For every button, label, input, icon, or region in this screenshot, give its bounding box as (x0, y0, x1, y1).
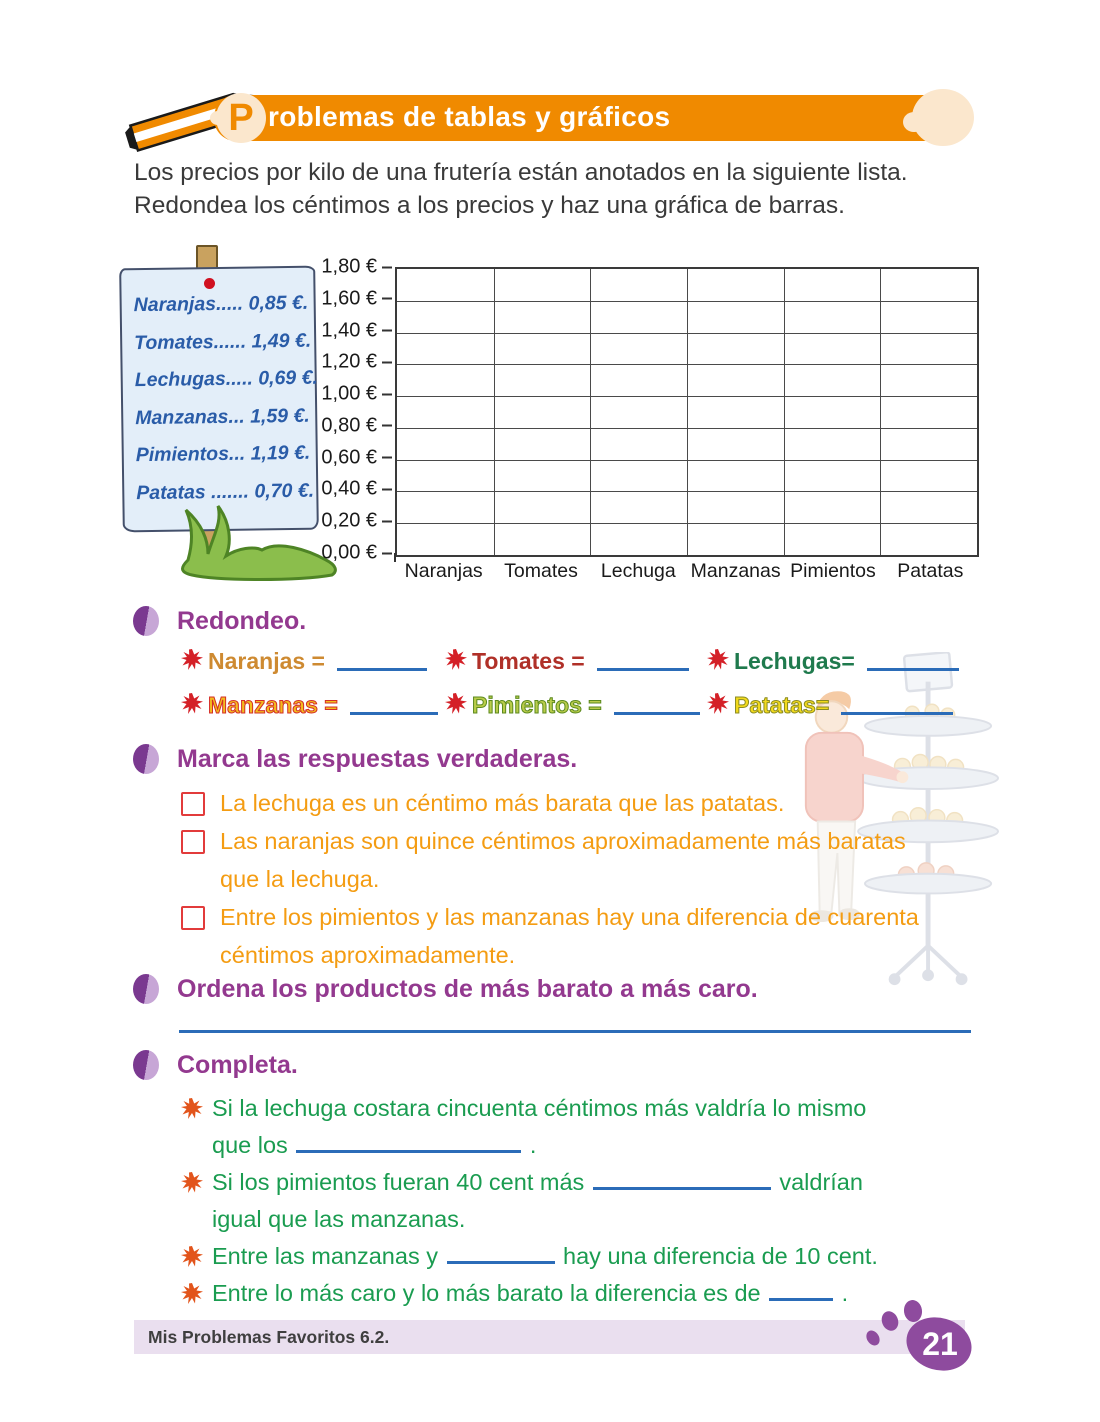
y-axis-tick-label: 1,60 € (321, 287, 392, 310)
gridline-vertical (494, 269, 495, 555)
y-axis-tick-label: 0,20 € (321, 510, 392, 533)
ordena-answer-line[interactable] (179, 1030, 971, 1033)
completa-text: Entre lo más caro y lo más barato la diferencia es de . (212, 1280, 849, 1306)
section-bullet (133, 974, 159, 1004)
x-axis-category-label: Patatas (897, 560, 964, 582)
true-statement-option-2 (181, 822, 991, 898)
tick-dash (382, 330, 392, 332)
banner-end-splat-small (903, 112, 925, 132)
true-statement-option-3 (181, 898, 991, 974)
tick-dash (382, 393, 392, 395)
gecko-splat-icon (181, 693, 203, 715)
rounding-row-1 (181, 648, 981, 684)
bar-chart-plot-area[interactable] (395, 267, 979, 557)
intro-line-2: Redondea los céntimos a los precios y haz una gráfica de barras. (134, 192, 845, 219)
gecko-splat-icon (181, 1246, 203, 1268)
gridline-vertical (880, 269, 881, 555)
checkbox[interactable] (181, 906, 205, 930)
section-title-ordena: Ordena los productos de más barato a más caro. (177, 975, 758, 1003)
completa-item-1 (181, 1090, 991, 1164)
section-bullet (133, 1050, 159, 1080)
y-axis-tick-label: 1,40 € (321, 319, 392, 342)
checkbox[interactable] (181, 830, 205, 854)
rounding-item-tomates (445, 648, 689, 674)
price-list-line: Tomates...... 1,49 €. (134, 329, 312, 354)
option-text: Las naranjas son quince céntimos aproximadamente más baratas que la lechuga. (220, 828, 906, 892)
answer-blank[interactable] (867, 664, 959, 671)
rounding-item-manzanas (181, 692, 438, 718)
gridline-vertical (687, 269, 688, 555)
price-list-line: Manzanas... 1,59 €. (135, 404, 310, 429)
gridline-vertical (590, 269, 591, 555)
tick-dash (382, 520, 392, 522)
completa-text: Si la lechuga costara cincuenta céntimos más valdría lo mismo que los . (212, 1095, 867, 1158)
product-label: Patatas= (734, 692, 830, 718)
gridline-vertical (784, 269, 785, 555)
price-list-line: Patatas ....... 0,70 €. (136, 479, 315, 504)
gecko-splat-icon (707, 649, 729, 671)
price-list-line: Pimientos... 1,19 €. (135, 441, 311, 467)
x-axis-category-label: Naranjas (404, 560, 483, 582)
y-axis-tick-label: 1,00 € (321, 383, 392, 406)
intro-text (134, 156, 1014, 222)
completa-items (181, 1090, 991, 1312)
checkbox[interactable] (181, 792, 205, 816)
rounding-item-pimientos (445, 692, 700, 718)
fill-in-blank[interactable] (769, 1294, 833, 1301)
product-label: Manzanas = (208, 692, 338, 718)
gecko-splat-icon (445, 649, 467, 671)
completa-text: Si los pimientos fueran 40 cent más valdrían igual que las manzanas. (212, 1169, 863, 1232)
tick-dash (382, 266, 392, 268)
fill-in-blank[interactable] (296, 1146, 521, 1153)
page-number: 21 (922, 1326, 958, 1362)
tick-dash (382, 425, 392, 427)
tick-dash (382, 488, 392, 490)
completa-item-3 (181, 1238, 991, 1275)
x-axis-category-label: Lechuga (600, 560, 676, 582)
gecko-splat-icon (181, 1283, 203, 1305)
section-title-marca: Marca las respuestas verdaderas. (177, 745, 578, 773)
product-label: Pimientos = (472, 692, 602, 718)
y-axis-tick-label: 0,80 € (321, 414, 392, 437)
rounding-item-lechugas (707, 648, 959, 674)
banner-initial-splat (216, 93, 266, 143)
true-statement-option-1 (181, 784, 991, 822)
x-axis-category-label: Pimientos (790, 560, 876, 582)
completa-item-2 (181, 1164, 991, 1238)
gecko-splat-icon (181, 1098, 203, 1120)
product-label: Naranjas = (208, 648, 325, 674)
answer-blank[interactable] (350, 708, 438, 715)
option-text: La lechuga es un céntimo más barata que las patatas. (220, 790, 785, 816)
answer-blank[interactable] (597, 664, 689, 671)
price-list-line: Lechugas..... 0,69 €. (134, 366, 319, 392)
tick-dash (382, 552, 392, 554)
y-axis-tick-label: 1,80 € (321, 256, 392, 279)
intro-line-1: Los precios por kilo de una frutería están anotados en la siguiente lista. (134, 159, 908, 186)
section-title-redondeo: Redondeo. (177, 607, 307, 635)
y-axis-tick-label: 0,60 € (321, 446, 392, 469)
product-label: Lechugas= (734, 648, 855, 674)
x-axis-category-label: Tomates (504, 560, 578, 582)
pin-icon (204, 278, 215, 289)
fill-in-blank[interactable] (593, 1183, 771, 1190)
tick-dash (382, 298, 392, 300)
gecko-splat-icon (181, 1172, 203, 1194)
y-axis-tick-label: 1,20 € (321, 351, 392, 374)
y-axis (272, 255, 392, 564)
rounding-item-patatas (707, 692, 953, 718)
completa-text: Entre las manzanas y hay una diferencia de 10 cent. (212, 1243, 878, 1269)
gecko-splat-icon (181, 649, 203, 671)
rounding-item-naranjas (181, 648, 427, 674)
answer-blank[interactable] (841, 708, 953, 715)
answer-blank[interactable] (614, 708, 700, 715)
price-list-line: Naranjas..... 0,85 €. (133, 291, 309, 317)
section-bullet (133, 744, 159, 774)
section-title-completa: Completa. (177, 1051, 298, 1079)
banner-initial: P (228, 96, 254, 139)
tick-dash (382, 361, 392, 363)
y-axis-tick-label: 0,00 € (321, 542, 392, 565)
x-axis (395, 560, 979, 583)
gecko-splat-icon (445, 693, 467, 715)
page-title: roblemas de tablas y gráficos (268, 101, 671, 132)
rounding-row-2 (181, 692, 981, 728)
tick-dash (382, 457, 392, 459)
x-axis-category-label: Manzanas (690, 560, 781, 582)
page-number-paw (860, 1298, 978, 1378)
section-bullet (133, 606, 159, 636)
answer-blank[interactable] (337, 664, 427, 671)
product-label: Tomates = (472, 648, 585, 674)
fill-in-blank[interactable] (447, 1257, 555, 1264)
gecko-splat-icon (707, 693, 729, 715)
option-text: Entre los pimientos y las manzanas hay una diferencia de cuarenta céntimos aproximadamente. (220, 904, 919, 968)
true-statement-options (181, 784, 991, 974)
y-axis-tick-label: 0,40 € (321, 478, 392, 501)
book-title: Mis Problemas Favoritos 6.2. (148, 1327, 390, 1347)
